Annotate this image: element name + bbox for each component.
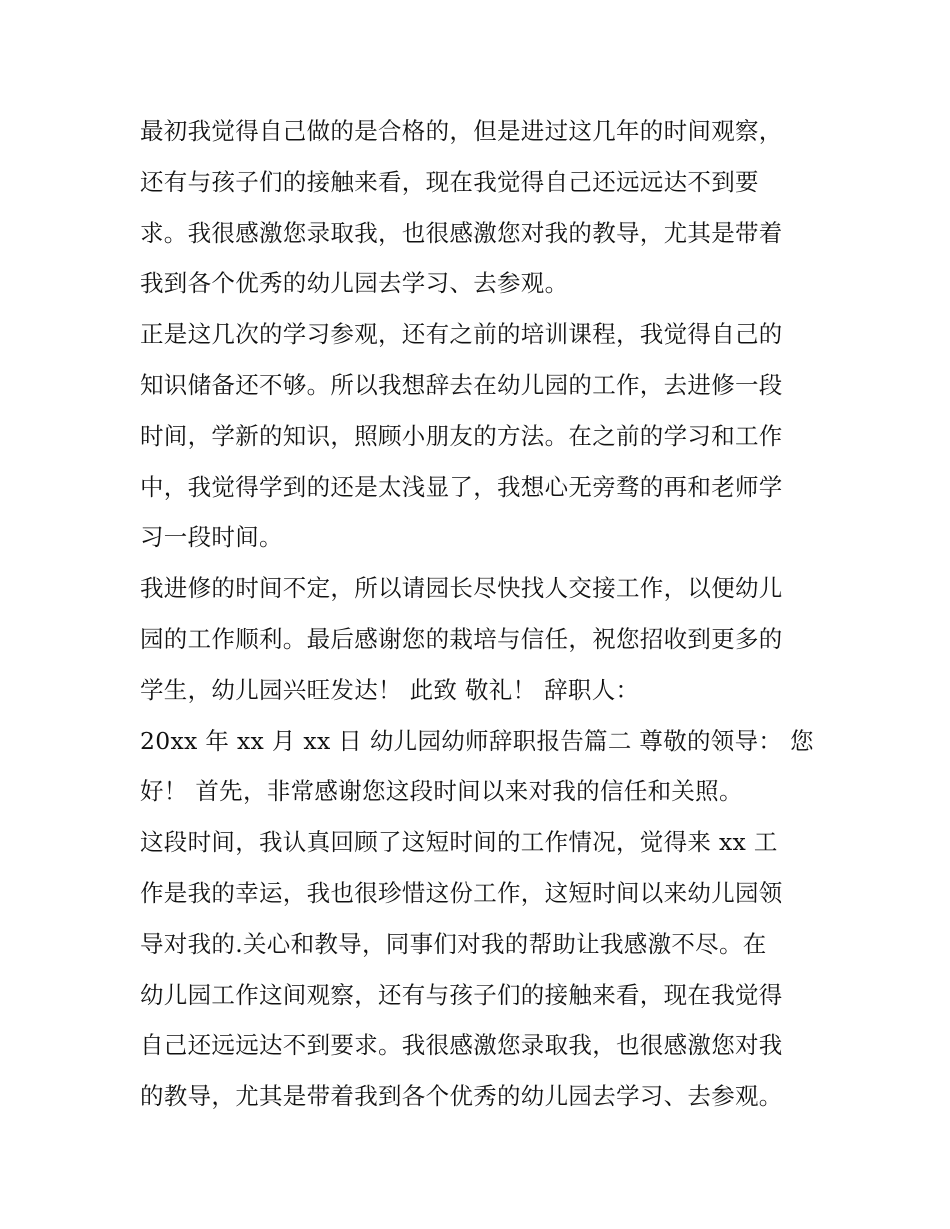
text-line: 学生，幼儿园兴旺发达！ 此致 敬礼！ 辞职人： (140, 675, 640, 704)
text-line: 导对我的.关心和教导，同事们对我的帮助让我感激不尽。在 (140, 929, 767, 958)
text-line: 中，我觉得学到的还是太浅显了，我想心无旁骛的再和老师学 (140, 472, 783, 501)
text-line: 我进修的时间不定，所以请园长尽快找人交接工作，以便幼儿 (140, 574, 783, 603)
text-line: 好！ 首先，非常感谢您这段时间以来对我的信任和关照。 (140, 777, 743, 806)
text-line: 园的工作顺利。最后感谢您的栽培与信任，祝您招收到更多的 (140, 624, 783, 653)
text-line: 时间，学新的知识，照顾小朋友的方法。在之前的学习和工作 (140, 421, 783, 450)
text-line: 我到各个优秀的幼儿园去学习、去参观。 (140, 269, 569, 298)
document-body (140, 106, 820, 1122)
text-line: 求。我很感激您录取我，也很感激您对我的教导，尤其是带着 (140, 218, 783, 247)
text-line: 幼儿园工作这间观察，还有与孩子们的接触来看，现在我觉得 (140, 980, 783, 1009)
text-line: 知识储备还不够。所以我想辞去在幼儿园的工作，去进修一段 (140, 370, 783, 399)
text-line: 还有与孩子们的接触来看，现在我觉得自己还远远达不到要 (140, 167, 759, 196)
text-line: 习一段时间。 (140, 523, 283, 552)
text-line: 这段时间，我认真回顾了这短时间的工作情况，觉得来 xx 工 (140, 828, 778, 857)
text-line: 的教导，尤其是带着我到各个优秀的幼儿园去学习、去参观。 (140, 1082, 783, 1111)
text-line: 作是我的幸运，我也很珍惜这份工作，这短时间以来幼儿园领 (140, 878, 783, 907)
text-line: 最初我觉得自己做的是合格的，但是进过这几年的时间观察， (140, 117, 783, 145)
text-line: 自己还远远达不到要求。我很感激您录取我，也很感激您对我 (140, 1031, 783, 1060)
text-line: 20xx 年 xx 月 xx 日 幼儿园幼师辞职报告篇二 尊敬的领导： 您 (140, 726, 814, 755)
text-line: 正是这几次的学习参观，还有之前的培训课程，我觉得自己的 (140, 320, 783, 349)
